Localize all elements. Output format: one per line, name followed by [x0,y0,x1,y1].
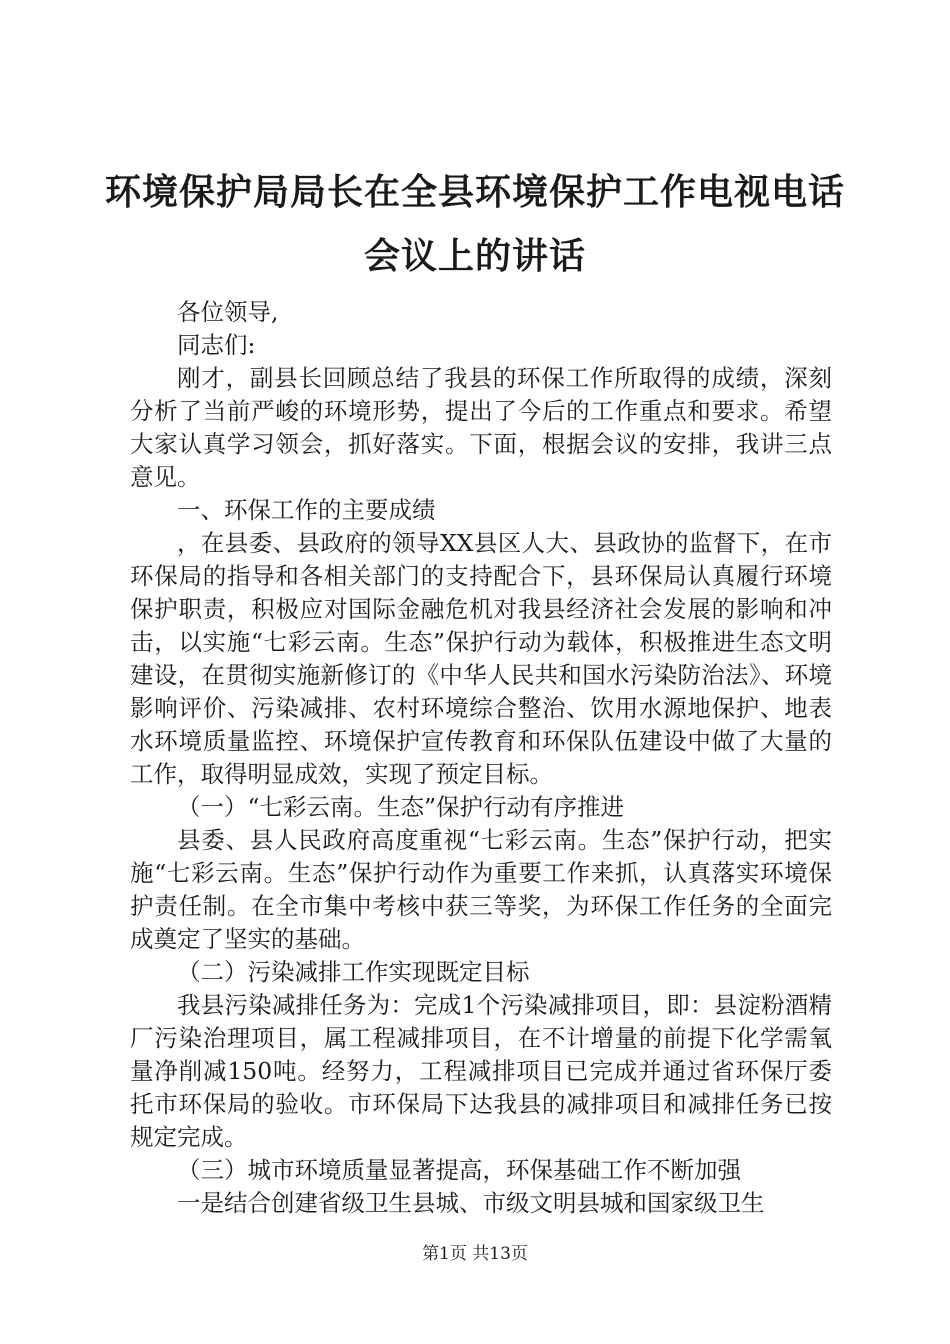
body-paragraph: 一是结合创建省级卫生县城、市级文明县城和国家级卫生 [177,1189,765,1217]
document-title: 环境保护局局长在全县环境保护工作电视电话会议上的讲话 [104,171,845,277]
section-heading: 一、环保工作的主要成绩 [177,496,436,524]
document-body [130,296,832,1220]
body-paragraph: 县委、县人民政府高度重视“七彩云南。生态”保护行动，把实施“七彩云南。生态”保护行动作为重要工作来抓，认真落实环境保护责任制。在全市集中考核中获三等奖，为环保工作任务的全面完成奠定了坚实的基础。 [130,826,832,953]
body-paragraph: 刚才，副县长回顾总结了我县的环保工作所取得的成绩，深刻分析了当前严峻的环境形势，提出了今后的工作重点和要求。希望大家认真学习领会，抓好落实。下面，根据会议的安排，我讲三点意见。 [130,364,832,491]
body-paragraph: ，在县委、县政府的领导XX县区人大、县政协的监督下，在市环保局的指导和各相关部门的支持配合下，县环保局认真履行环境保护职责，积极应对国际金融危机对我县经济社会发展的影响和冲击，以实施“七彩云南。生态”保护行动为载体，积极推进生态文明建设，在贯彻实施新修订的《中华人民共和国水污染防治法》、环境影响评价、污染减排、农村环境综合整治、饮用水源地保护、地表水环境质量监控、环境保护宣传教育和环保队伍建设中做了大量的工作，取得明显成效，实现了预定目标。 [130,529,832,788]
subsection-heading: （二）污染减排工作实现既定目标 [177,958,530,986]
subsection-heading: （一）“七彩云南。生态”保护行动有序推进 [177,793,625,821]
subsection-heading: （三）城市环境质量显著提高，环保基础工作不断加强 [177,1156,741,1184]
salutation-comrades: 同志们: [177,331,256,359]
salutation-leaders: 各位领导, [177,298,279,326]
body-paragraph: 我县污染减排任务为：完成1个污染减排项目，即：县淀粉酒精厂污染治理项目，属工程减排项目，在不计增量的前提下化学需氧量净削减150吨。经努力，工程减排项目已完成并通过省环保厅委托市环保局的验收。市环保局下达我县的减排项目和减排任务已按规定完成。 [130,991,832,1151]
page-number-footer: 第1页 共13页 [422,1244,528,1264]
